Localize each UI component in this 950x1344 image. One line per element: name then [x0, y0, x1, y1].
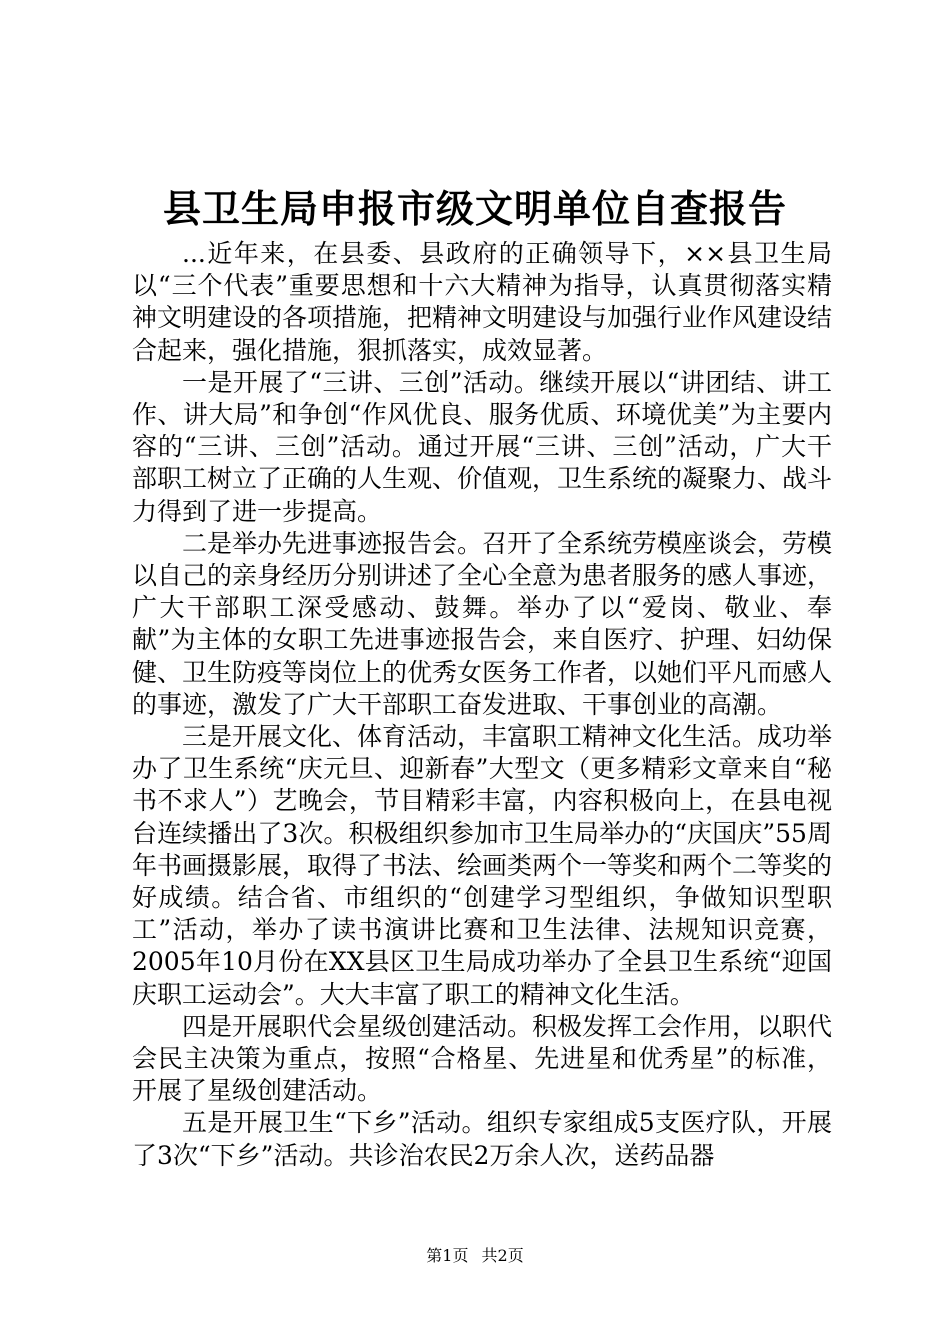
- paragraph-item-3: 三是开展文化、体育活动，丰富职工精神文化生活。成功举办了卫生系统“庆元旦、迎新春”大型文（更多精彩文章来自“秘书不求人”）艺晚会，节目精彩丰富，内容积极向上，在县电视台连续播出了3次。积极组织参加市卫生局举办的“庆国庆”55周年书画摄影展，取得了书法、绘画类两个一等奖和两个二等奖的好成绩。结合省、市组织的“创建学习型组织，争做知识型职工”活动，举办了读书演讲比赛和卫生法律、法规知识竞赛，2005年10月份在XX县区卫生局成功举办了全县卫生系统“迎国庆职工运动会”。大大丰富了职工的精神文化生活。: [132, 722, 833, 1009]
- page-number: 第1页: [426, 1246, 469, 1265]
- page-footer: [0, 1246, 950, 1266]
- page-total: 共2页: [481, 1246, 524, 1265]
- paragraph-intro: ...近年来，在县委、县政府的正确领导下，××县卫生局以“三个代表”重要思想和十六大精神为指导，认真贯彻落实精神文明建设的各项措施，把精神文明建设与加强行业作风建设结合起来，强化措施，狠抓落实，成效显著。: [132, 239, 833, 365]
- document-body: [132, 238, 832, 1172]
- paragraph-item-5: 五是开展卫生“下乡”活动。组织专家组成5支医疗队，开展了3次“下乡”活动。共诊治农民2万余人次，送药品器: [132, 1108, 832, 1170]
- paragraph-item-4: 四是开展职代会星级创建活动。积极发挥工会作用，以职代会民主决策为重点，按照“合格星、先进星和优秀星”的标准，开展了星级创建活动。: [132, 1011, 833, 1106]
- paragraph-item-2: 二是举办先进事迹报告会。召开了全系统劳模座谈会，劳模以自己的亲身经历分别讲述了全心全意为患者服务的感人事迹，广大干部职工深受感动、鼓舞。举办了以“爱岗、敬业、奉献”为主体的女职工先进事迹报告会，来自医疗、护理、妇幼保健、卫生防疫等岗位上的优秀女医务工作者，以她们平凡而感人的事迹，激发了广大干部职工奋发进取、干事创业的高潮。: [132, 528, 833, 719]
- document-title: 县卫生局申报市级文明单位自查报告: [162, 186, 787, 231]
- paragraph-item-1: 一是开展了“三讲、三创”活动。继续开展以“讲团结、讲工作、讲大局”和争创“作风优良、服务优质、环境优美”为主要内容的“三讲、三创”活动。通过开展“三讲、三创”活动，广大干部职工树立了正确的人生观、价值观，卫生系统的凝聚力、战斗力得到了进一步提高。: [132, 367, 833, 526]
